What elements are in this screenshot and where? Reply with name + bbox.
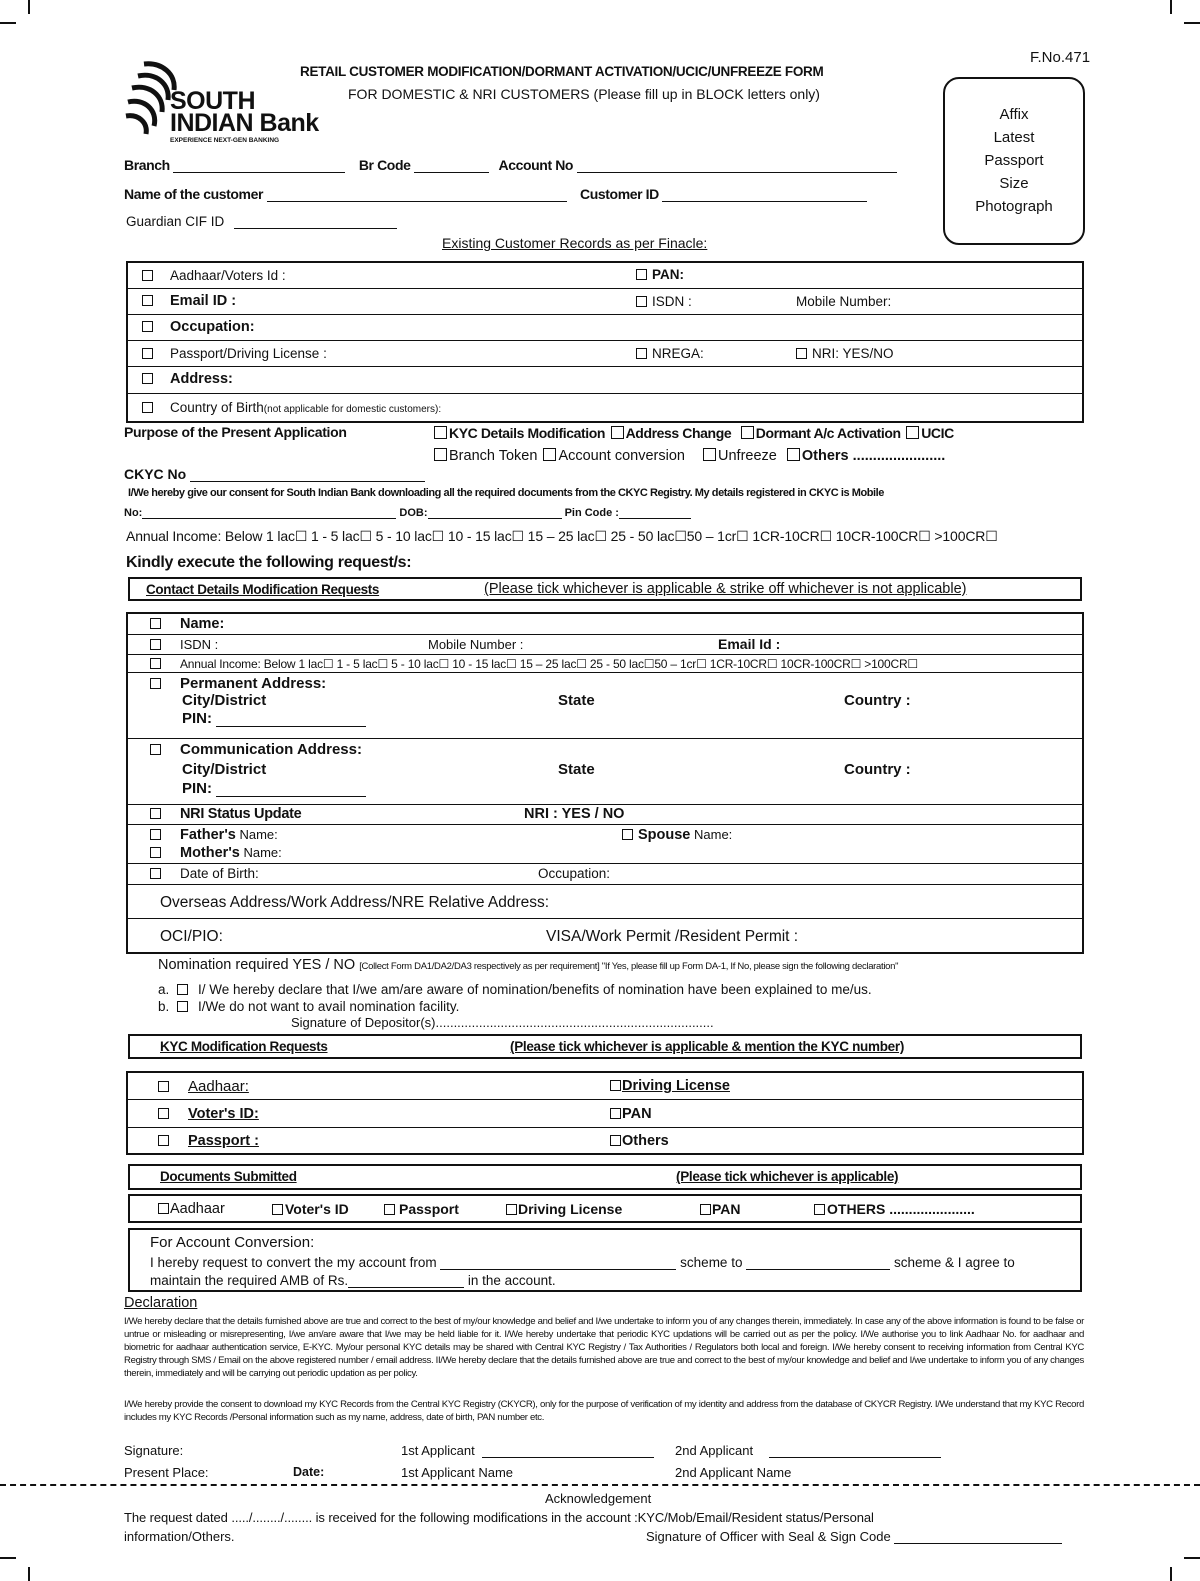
nomination-required-label[interactable]: Nomination required YES / NO xyxy=(158,957,356,973)
email-checkbox[interactable] xyxy=(142,295,153,306)
occupation-label: Occupation: xyxy=(170,319,255,335)
passport-checkbox[interactable] xyxy=(142,348,153,359)
acknowledgement-line-2: information/Others. xyxy=(124,1529,235,1544)
photo-box-text: Size xyxy=(999,175,1029,192)
conversion-to-label: scheme to xyxy=(680,1255,743,1270)
consent-text: I/We hereby give our consent for South Indian Bank downloading all the required documents from the CKYC Registry. My details registered in CKYC is Mobile xyxy=(128,487,884,499)
bank-name-line2: INDIAN Bank xyxy=(170,109,319,137)
spouse-name-checkbox[interactable] xyxy=(622,829,633,840)
kyc-aadhaar-label: Aadhaar: xyxy=(188,1078,249,1095)
second-applicant-name-label: 2nd Applicant Name xyxy=(675,1465,792,1480)
customer-id-field[interactable] xyxy=(662,201,867,202)
table-row xyxy=(128,739,1082,805)
doc-pan-checkbox[interactable] xyxy=(700,1204,711,1215)
photo-box-text: Affix xyxy=(999,106,1029,123)
others-checkbox[interactable] xyxy=(787,448,800,461)
communication-pin-label: PIN: xyxy=(182,780,212,797)
table-row xyxy=(128,635,1082,655)
table-row xyxy=(128,655,1082,673)
crop-mark xyxy=(1184,1557,1200,1559)
conversion-suffix-label: in the account. xyxy=(467,1273,556,1288)
permanent-state-label: State xyxy=(558,692,595,709)
depositor-signature-line[interactable]: Signature of Depositor(s)............................................................................. xyxy=(291,1015,714,1030)
permanent-address-checkbox[interactable] xyxy=(150,678,161,689)
nri-status-label: NRI Status Update xyxy=(180,806,302,822)
mother-name-checkbox[interactable] xyxy=(150,847,161,858)
communication-address-checkbox[interactable] xyxy=(150,744,161,755)
consent-mobile-field[interactable] xyxy=(142,518,396,519)
table-row xyxy=(128,673,1082,739)
photo-box-text: Photograph xyxy=(975,198,1053,215)
dob-checkbox[interactable] xyxy=(150,868,161,879)
contact-income-options[interactable]: Annual Income: Below 1 lac☐ 1 - 5 lac☐ 5 - 10 lac☐ 10 - 15 lac☐ 15 – 25 lac☐ 25 - 50 lac☐50 – 1cr☐ 1CR-10CR☐ 10CR-100CR☐ >100CR☐ xyxy=(180,657,918,671)
table-row xyxy=(128,864,1082,885)
table-row xyxy=(128,367,1082,394)
kyc-others-label: Others xyxy=(622,1133,669,1149)
aadhaar-label: Aadhaar/Voters Id : xyxy=(170,268,286,283)
isdn-checkbox[interactable] xyxy=(636,296,647,307)
nomination-aware-checkbox[interactable] xyxy=(177,984,188,995)
dob-label: Date of Birth: xyxy=(180,866,259,881)
communication-state-label: State xyxy=(558,761,595,778)
ucic-checkbox[interactable] xyxy=(906,426,919,439)
table-row xyxy=(128,805,1082,825)
form-number: F.No.471 xyxy=(1030,49,1091,66)
kyc-header-left: KYC Modification Requests xyxy=(160,1039,328,1054)
visa-permit-label: VISA/Work Permit /Resident Permit : xyxy=(546,928,799,945)
doc-voter-checkbox[interactable] xyxy=(272,1204,283,1215)
kyc-modification-table xyxy=(126,1071,1084,1155)
nri-checkbox[interactable] xyxy=(796,348,807,359)
branch-field[interactable] xyxy=(173,172,345,173)
passport-label: Passport/Driving License : xyxy=(170,346,327,361)
kindly-execute-heading: Kindly execute the following request/s: xyxy=(126,554,412,571)
contact-mobile-label: Mobile Number : xyxy=(428,637,524,652)
consent-dob-field[interactable] xyxy=(428,518,562,519)
guardian-cif-field[interactable] xyxy=(234,228,397,229)
br-code-label: Br Code xyxy=(358,157,411,173)
doc-pan-label: PAN xyxy=(712,1201,741,1217)
nomination-a-marker: a. xyxy=(158,982,170,997)
existing-records-table xyxy=(126,261,1084,423)
consent-pin-field[interactable] xyxy=(619,518,691,519)
overseas-address-label: Overseas Address/Work Address/NRE Relative Address: xyxy=(160,894,550,911)
second-applicant-label: 2nd Applicant xyxy=(675,1443,754,1458)
table-row xyxy=(128,289,1082,315)
photo-box-text: Passport xyxy=(984,152,1044,169)
annual-income-options[interactable]: Annual Income: Below 1 lac☐ 1 - 5 lac☐ 5 - 10 lac☐ 10 - 15 lac☐ 15 – 25 lac☐ 25 - 50 lac☐50 – 1cr☐ 1CR-10CR☐ 10CR-100CR☐ >100CR☐ xyxy=(126,528,998,544)
kyc-voter-checkbox[interactable] xyxy=(158,1108,169,1119)
crop-mark xyxy=(28,1567,30,1581)
branch-token-checkbox[interactable] xyxy=(434,448,447,461)
mobile-label: Mobile Number: xyxy=(796,294,892,309)
account-no-label: Account No xyxy=(498,157,574,173)
kyc-others-checkbox[interactable] xyxy=(610,1135,621,1146)
communication-pin-field[interactable] xyxy=(216,796,366,797)
isdn-update-checkbox[interactable] xyxy=(150,639,161,650)
country-birth-checkbox[interactable] xyxy=(142,402,153,413)
father-name-checkbox[interactable] xyxy=(150,829,161,840)
nomination-decline-checkbox[interactable] xyxy=(177,1001,188,1012)
table-row xyxy=(128,341,1082,367)
purpose-branch-token-label: Branch Token xyxy=(449,448,538,464)
mother-label: Mother's xyxy=(180,845,240,861)
father-label: Father's xyxy=(180,827,236,843)
crop-mark xyxy=(28,0,30,14)
ckyc-no-label: CKYC No xyxy=(124,466,187,482)
doc-driving-license-label: Driving License xyxy=(518,1201,623,1217)
crop-mark xyxy=(1184,22,1200,24)
income-update-checkbox[interactable] xyxy=(150,658,161,669)
doc-driving-license-checkbox[interactable] xyxy=(506,1204,517,1215)
address-checkbox[interactable] xyxy=(142,373,153,384)
ckyc-no-field[interactable] xyxy=(190,481,425,482)
purpose-kyc-label: KYC Details Modification xyxy=(449,425,606,441)
contact-email-label: Email Id : xyxy=(718,636,781,652)
customer-id-label: Customer ID xyxy=(580,186,659,202)
conversion-title: For Account Conversion: xyxy=(150,1234,315,1251)
table-row xyxy=(128,825,1082,864)
bank-tagline: EXPERIENCE NEXT-GEN BANKING xyxy=(170,137,280,144)
first-applicant-signature[interactable] xyxy=(482,1457,654,1458)
declaration-title: Declaration xyxy=(124,1295,198,1311)
declaration-paragraph-1: I/We hereby declare that the details furnished above are true and correct to the best of my/our knowledge and belief and I/we undertake to inform you of any changes therein, immediately. In case any of the above information is found to be false or untrue or misleading or misrepresenting, I/we am/are aware that I/we may be held liable for it. I/We hereby undertake that periodic KYC updations will be carried out as per the policy. I/We authorise you to link Aadhaar No. for aadhaar and biometric for aadhaar authentication service, E-KYC. My/our personal KYC details may be shared with Central KYC Registry / Tax Authorities / Regulators both local and foreign. I/We hereby consent to receiving information from Central KYC Registry through SMS / Email on the above registered number / email address. II/We hereby declare that the details furnished above are true and correct to the best of my/our knowledge and belief and I/we undertake to inform you of any changes therein, immediately and will be carrying out periodic updation as per policy. xyxy=(124,1316,1084,1379)
permanent-pin-field[interactable] xyxy=(216,726,366,727)
country-birth-note: (not applicable for domestic customers): xyxy=(263,404,442,415)
doc-aadhaar-label: Aadhaar xyxy=(170,1201,225,1217)
communication-country-label: Country : xyxy=(844,761,911,778)
crop-mark xyxy=(0,22,16,24)
isdn-label: ISDN : xyxy=(652,294,692,309)
signature-label: Signature: xyxy=(124,1443,184,1458)
kyc-driving-license-checkbox[interactable] xyxy=(610,1080,621,1091)
crop-mark xyxy=(1170,0,1172,14)
second-applicant-signature[interactable] xyxy=(769,1457,941,1458)
doc-others-label: OTHERS ...................... xyxy=(827,1201,975,1217)
conversion-from-field[interactable] xyxy=(440,1269,676,1270)
contact-header xyxy=(128,577,1082,601)
present-place-label: Present Place: xyxy=(124,1465,209,1480)
contact-header-left: Contact Details Modification Requests xyxy=(146,582,380,597)
country-birth-label: Country of Birth xyxy=(170,400,264,415)
nrega-checkbox[interactable] xyxy=(636,348,647,359)
table-row xyxy=(128,885,1082,919)
acknowledgement-line-1: The request dated ...../......../........ is received for the following modifications in the account :KYC/Mob/Email/Resident status/Personal xyxy=(124,1510,874,1525)
nrega-label: NREGA: xyxy=(652,346,704,361)
doc-passport-checkbox[interactable] xyxy=(384,1204,395,1215)
kyc-pan-checkbox[interactable] xyxy=(610,1108,621,1119)
consent-pin-label: Pin Code : xyxy=(564,507,619,519)
existing-records-title: Existing Customer Records as per Finacle: xyxy=(442,235,708,251)
purpose-others-label: Others ....................... xyxy=(801,448,946,464)
first-applicant-label: 1st Applicant xyxy=(401,1443,475,1458)
nomination-aware-text: I/ We hereby declare that I/we am/are aware of nomination/benefits of nomination have been explained to me/us. xyxy=(198,982,872,997)
purpose-label: Purpose of the Present Application xyxy=(124,424,347,440)
kyc-passport-label: Passport : xyxy=(188,1133,259,1149)
email-label: Email ID : xyxy=(170,293,237,309)
consent-dob-label: DOB: xyxy=(399,507,428,519)
contact-name-label: Name: xyxy=(180,616,225,632)
conversion-from-label: I hereby request to convert the my account from xyxy=(150,1255,437,1270)
documents-header-right: (Please tick whichever is applicable) xyxy=(676,1169,899,1184)
kyc-aadhaar-checkbox[interactable] xyxy=(158,1081,169,1092)
permanent-pin-label: PIN: xyxy=(182,710,212,727)
doc-others-checkbox[interactable] xyxy=(814,1204,825,1215)
crop-mark xyxy=(0,1557,16,1559)
table-row xyxy=(128,315,1082,341)
contact-isdn-label: ISDN : xyxy=(180,637,219,652)
spouse-name-suffix: Name: xyxy=(694,827,733,842)
first-applicant-name-label: 1st Applicant Name xyxy=(401,1465,514,1480)
pan-checkbox[interactable] xyxy=(636,269,647,280)
name-checkbox[interactable] xyxy=(150,618,161,629)
account-conversion-checkbox[interactable] xyxy=(543,448,556,461)
conversion-amb-label: maintain the required AMB of Rs. xyxy=(150,1273,349,1288)
purpose-dormant-label: Dormant A/c Activation xyxy=(755,425,901,441)
purpose-conversion-label: Account conversion xyxy=(558,448,685,464)
mother-name-suffix: Name: xyxy=(243,845,282,860)
officer-signature-field[interactable] xyxy=(894,1543,1062,1544)
purpose-address-label: Address Change xyxy=(625,425,732,441)
conversion-agree-label: scheme & I agree to xyxy=(893,1255,1015,1270)
nomination-note: [Collect Form DA1/DA2/DA3 respectively as per requirement] "If Yes, please fill up Form DA-1, If No, please sign the following declaration" xyxy=(359,961,899,972)
date-label: Date: xyxy=(293,1465,325,1479)
customer-name-field[interactable] xyxy=(267,201,567,202)
table-row xyxy=(128,1128,1082,1155)
nri-status-checkbox[interactable] xyxy=(150,808,161,819)
br-code-field[interactable] xyxy=(414,172,489,173)
officer-signature-label: Signature of Officer with Seal & Sign Code xyxy=(646,1529,891,1544)
kyc-header-right: (Please tick whichever is applicable & mention the KYC number) xyxy=(510,1039,905,1054)
address-change-checkbox[interactable] xyxy=(611,426,624,439)
nri-label: NRI: YES/NO xyxy=(812,346,894,361)
communication-city-label: City/District xyxy=(182,761,267,778)
pan-label: PAN: xyxy=(652,267,684,282)
documents-header-left: Documents Submitted xyxy=(160,1169,297,1184)
nomination-decline-text: I/We do not want to avail nomination facility. xyxy=(198,999,460,1014)
table-row xyxy=(128,1073,1082,1100)
purpose-unfreeze-label: Unfreeze xyxy=(718,448,777,464)
documents-submitted-row xyxy=(128,1194,1082,1223)
permanent-city-label: City/District xyxy=(182,692,267,709)
aadhaar-checkbox[interactable] xyxy=(142,270,153,281)
kyc-driving-license-label: Driving License xyxy=(622,1078,730,1094)
form-subtitle: FOR DOMESTIC & NRI CUSTOMERS (Please fill up in BLOCK letters only) xyxy=(348,86,820,102)
kyc-passport-checkbox[interactable] xyxy=(158,1135,169,1146)
unfreeze-checkbox[interactable] xyxy=(703,448,716,461)
purpose-ucic-label: UCIC xyxy=(921,425,954,441)
crop-mark xyxy=(1170,1567,1172,1581)
kyc-modification-checkbox[interactable] xyxy=(434,426,447,439)
conversion-amb-field[interactable] xyxy=(348,1287,464,1288)
guardian-cif-label: Guardian CIF ID xyxy=(126,214,225,229)
kyc-voter-label: Voter's ID: xyxy=(188,1106,259,1122)
table-row xyxy=(128,1100,1082,1128)
contact-modification-table xyxy=(126,612,1084,954)
kyc-header xyxy=(128,1034,1082,1059)
form-title: RETAIL CUSTOMER MODIFICATION/DORMANT ACTIVATION/UCIC/UNFREEZE FORM xyxy=(300,64,824,79)
doc-passport-label: Passport xyxy=(399,1201,459,1217)
permanent-country-label: Country : xyxy=(844,692,911,709)
account-no-field[interactable] xyxy=(577,172,897,173)
acknowledgement-title: Acknowledgement xyxy=(545,1491,652,1506)
doc-voter-label: Voter's ID xyxy=(285,1201,349,1217)
contact-header-right: (Please tick whichever is applicable & strike off whichever is not applicable) xyxy=(484,581,967,597)
spouse-label: Spouse xyxy=(638,827,691,843)
kyc-pan-label: PAN xyxy=(622,1106,652,1122)
occupation-checkbox[interactable] xyxy=(142,321,153,332)
branch-label: Branch xyxy=(124,157,170,173)
account-conversion-box xyxy=(128,1228,1082,1292)
communication-address-label: Communication Address: xyxy=(180,741,362,758)
doc-aadhaar-checkbox[interactable] xyxy=(158,1203,169,1214)
customer-name-label: Name of the customer xyxy=(124,186,264,202)
address-label: Address: xyxy=(170,371,233,387)
photo-box-text: Latest xyxy=(993,129,1035,146)
father-name-suffix: Name: xyxy=(239,827,278,842)
photo-box xyxy=(943,77,1085,245)
bank-name-line1: SOUTH xyxy=(170,87,255,115)
oci-pio-label: OCI/PIO: xyxy=(160,928,223,945)
nomination-b-marker: b. xyxy=(158,999,170,1014)
table-row xyxy=(128,263,1082,289)
declaration-paragraph-2: I/We hereby provide the consent to download my KYC Records from the Central KYC Registry (CKYCR), only for the purpose of verification of my identity and address from the database of CKYCR Registry. I/We understand that my KYC Record includes my KYC Records /Personal information such as my name, address, date of birth, PAN number etc. xyxy=(124,1399,1084,1423)
documents-header xyxy=(128,1164,1082,1190)
contact-occupation-label: Occupation: xyxy=(538,866,611,881)
nri-yesno-label: NRI : YES / NO xyxy=(524,806,625,822)
table-row xyxy=(128,394,1082,421)
permanent-address-label: Permanent Address: xyxy=(180,675,327,692)
consent-no-label: No: xyxy=(124,507,143,519)
dormant-activation-checkbox[interactable] xyxy=(741,426,754,439)
conversion-to-field[interactable] xyxy=(746,1269,890,1270)
cut-line xyxy=(0,1484,1200,1486)
table-row xyxy=(128,919,1082,952)
table-row xyxy=(128,614,1082,635)
